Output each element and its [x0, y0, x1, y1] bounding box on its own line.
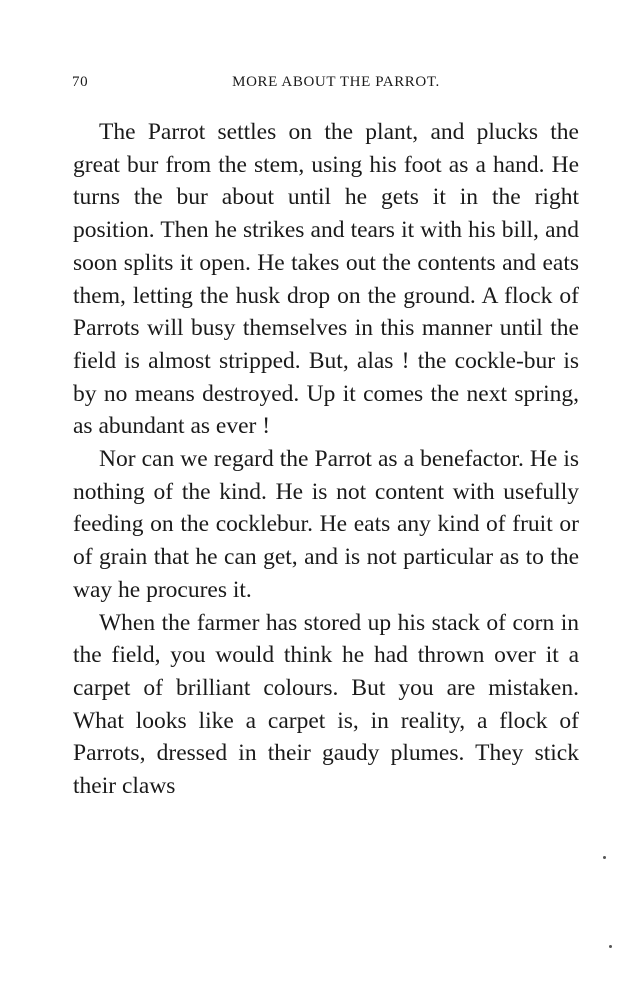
- chapter-title: MORE ABOUT THE PARROT.: [232, 74, 440, 90]
- paragraph-1: The Parrot settles on the plant, and plucks the great bur from the stem, using his foot as a hand. He turns the bur about until he gets it in the right position. Then he strikes and tears it with his bill, and soon splits it open. He takes out the contents and eats them, letting the husk drop on the ground. A flock of Parrots will busy themselves in this manner until the field is almost stripped. But, alas ! the cockle-bur is by no means destroyed. Up it comes the next spring, as abundant as ever !: [73, 119, 579, 440]
- paragraph-2: Nor can we regard the Parrot as a benefactor. He is nothing of the kind. He is not content with usefully feeding on the cocklebur. He eats any kind of fruit or of grain that he can get, and is not particular as to the way he procures it.: [73, 446, 579, 603]
- page-number: 70: [72, 74, 89, 90]
- ink-speck: [609, 945, 612, 948]
- paragraph-3: When the farmer has stored up his stack of corn in the field, you would think he had thrown over it a carpet of brilliant colours. But you are mistaken. What looks like a carpet is, in reality, a flock of Parrots, dressed in their gaudy plumes. They stick their claws: [73, 609, 579, 800]
- body-text: [73, 116, 579, 803]
- running-head: [72, 74, 580, 98]
- ink-speck: [603, 856, 606, 859]
